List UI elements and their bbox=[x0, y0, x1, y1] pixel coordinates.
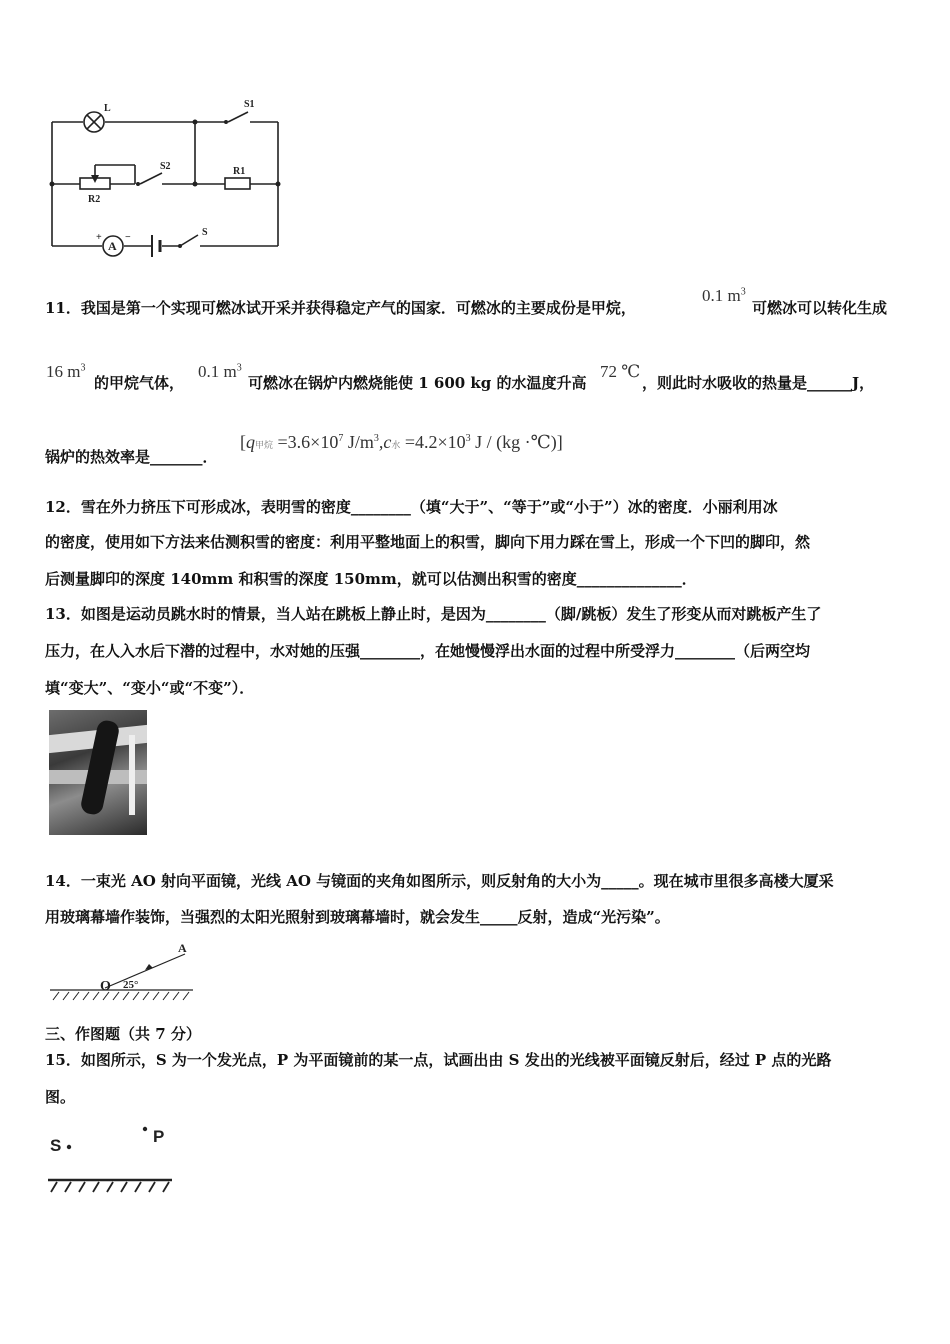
q13-line2: 压力，在人入水后下潜的过程中，水对她的压强________，在她慢慢浮出水面的过程中所受浮力________（后两空均 bbox=[45, 642, 811, 660]
q11-line3: 锅炉的热效率是_______． bbox=[45, 448, 218, 466]
q11-line1 bbox=[45, 298, 636, 318]
q12-line3: 后测量脚印的深度 140mm 和积雪的深度 150mm，就可以估测出积雪的密度______________． bbox=[45, 570, 697, 588]
label-a: A bbox=[178, 941, 187, 955]
label-s1: S1 bbox=[244, 99, 255, 110]
q11-line2-c: ，则此时水吸收的热量是______J， bbox=[642, 374, 875, 392]
section3-title: 三、作图题（共 7 分） bbox=[45, 1025, 201, 1043]
label-p-point: P bbox=[153, 1127, 165, 1146]
label-r1: R1 bbox=[233, 166, 246, 177]
q12-line2: 的密度，使用如下方法来估测积雪的密度：利用平整地面上的积雪，脚向下用力踩在雪上，形成一个下凹的脚印，然 bbox=[45, 533, 811, 551]
q11-formula: [q甲烷 $=3.6\times 10^7$ $J/m^3,c$水 $=4.2\times 10^3$ J / (kg ·℃)] bbox=[240, 432, 563, 452]
q15-line1: 15．如图所示，S 为一个发光点，P 为平面镜前的某一点，试画出由 S 发出的光线被平面镜反射后，经过 P 点的光路 bbox=[45, 1051, 832, 1069]
q11-math-volume: 0.1 $m^3$ bbox=[702, 286, 746, 305]
q11-text-a: 11．我国是第一个实现可燃冰试开采并获得稳定产气的国家．可燃冰的主要成份是甲烷， bbox=[45, 299, 636, 317]
q11-math-volume2: 0.1 $m^3$ bbox=[198, 362, 242, 381]
q11-line2-b: 可燃冰在锅炉内燃烧能使 1 600 kg 的水温度升高 bbox=[248, 374, 587, 392]
q15-line2: 图。 bbox=[45, 1088, 76, 1106]
label-lamp: L bbox=[104, 103, 111, 114]
circuit-diagram bbox=[40, 95, 300, 265]
q11-line2-a: 的甲烷气体， bbox=[94, 374, 185, 392]
label-s-point: S bbox=[50, 1136, 62, 1155]
label-o: O bbox=[100, 979, 111, 994]
q13-line3: 填“变大”、“变小“或“不变”）． bbox=[45, 679, 255, 697]
label-plus: + bbox=[96, 232, 102, 243]
label-r2: R2 bbox=[88, 194, 101, 205]
label-angle: 25° bbox=[123, 979, 139, 991]
label-s: S bbox=[202, 227, 208, 238]
label-s2: S2 bbox=[160, 161, 171, 172]
q14-line2: 用玻璃幕墙作装饰，当强烈的太阳光照射到玻璃幕墙时，就会发生_____反射，造成“光污染”。 bbox=[45, 908, 670, 926]
mirror-sp-figure bbox=[45, 1120, 175, 1198]
mirror-reflection-figure bbox=[45, 940, 195, 1006]
q12-line1: 12．雪在外力挤压下可形成冰，表明雪的密度________（填“大于”、“等于”或“小于”）冰的密度．小丽利用冰 bbox=[45, 498, 778, 516]
q11-math-temp: 72 ℃ bbox=[600, 362, 641, 381]
q11-math-16m3: 16 $m^3$ bbox=[46, 362, 86, 381]
q14-line1: 14．一束光 AO 射向平面镜，光线 AO 与镜面的夹角如图所示，则反射角的大小为_____。现在城市里很多高楼大厦采 bbox=[45, 872, 834, 890]
q11-line1-b: 可燃冰可以转化生成 bbox=[752, 299, 888, 317]
label-minus: − bbox=[125, 232, 131, 243]
diver-photo bbox=[49, 710, 147, 835]
q13-line1: 13．如图是运动员跳水时的情景，当人站在跳板上静止时，是因为________（脚/跳板）发生了形变从而对跳板产生了 bbox=[45, 605, 822, 623]
label-ammeter: A bbox=[108, 239, 117, 253]
